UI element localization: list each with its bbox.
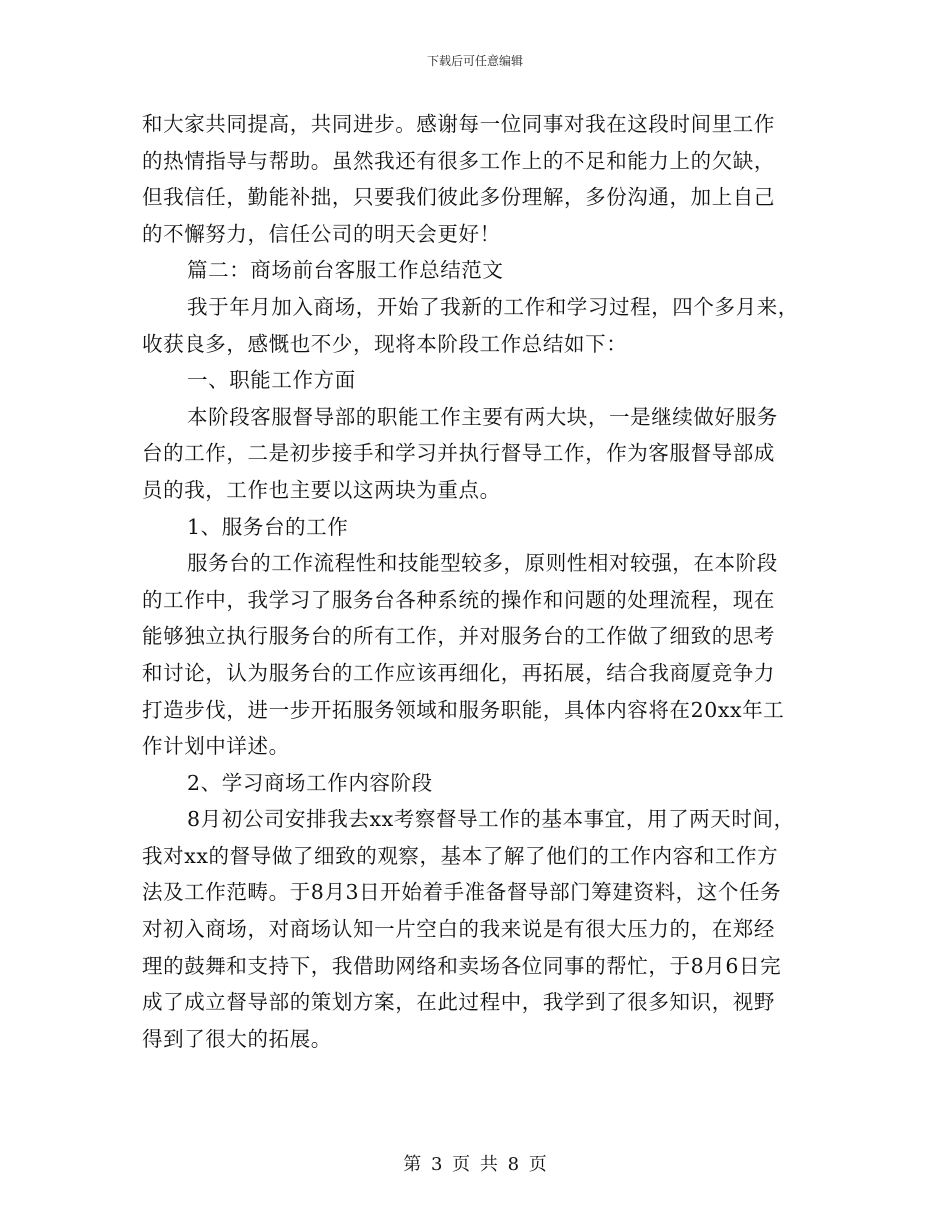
subsection-heading: 2、学习商场工作内容阶段 [187, 770, 433, 795]
text-line: 能够独立执行服务台的所有工作，并对服务台的工作做了细致的思考 [142, 624, 775, 649]
text-line: 得到了很大的拓展。 [142, 1026, 332, 1051]
text-line: 的热情指导与帮助。虽然我还有很多工作上的不足和能力上的欠缺， [142, 148, 775, 173]
text-line: 员的我，工作也主要以这两块为重点。 [142, 477, 501, 502]
text-line: 理的鼓舞和支持下，我借助网络和卖场各位同事的帮忙，于8月6日完 [142, 953, 782, 978]
text-line: 服务台的工作流程性和技能型较多，原则性相对较强，在本阶段 [187, 551, 778, 576]
section-title: 篇二：商场前台客服工作总结范文 [187, 258, 504, 283]
document-body [142, 106, 816, 1057]
page-number: 第 3 页 共 8 页 [403, 1154, 547, 1175]
text-line: 我对xx的督导做了细致的观察，基本了解了他们的工作内容和工作方 [142, 843, 779, 868]
text-line: 台的工作，二是初步接手和学习并执行督导工作，作为客服督导部成 [142, 441, 775, 466]
text-line: 打造步伐，进一步开拓服务领域和服务职能，具体内容将在20xx年工 [142, 697, 785, 722]
text-line: 8月初公司安排我去xx考察督导工作的基本事宜，用了两天时间， [187, 807, 795, 832]
text-line: 收获良多，感慨也不少，现将本阶段工作总结如下： [142, 331, 628, 356]
text-line: 的不懈努力，信任公司的明天会更好！ [142, 221, 501, 246]
text-line: 本阶段客服督导部的职能工作主要有两大块，一是继续做好服务 [187, 404, 778, 429]
text-line: 成了成立督导部的策划方案，在此过程中，我学到了很多知识，视野 [142, 990, 775, 1015]
text-line: 作计划中详述。 [142, 734, 290, 759]
subsection-heading: 1、服务台的工作 [187, 514, 349, 539]
text-line: 我于年月加入商场，开始了我新的工作和学习过程，四个多月来， [187, 294, 799, 319]
text-line: 和大家共同提高，共同进步。感谢每一位同事对我在这段时间里工作 [142, 112, 775, 136]
text-line: 但我信任，勤能补拙，只要我们彼此多份理解，多份沟通，加上自己 [142, 185, 775, 210]
page-header: 下载后可任意编辑 [426, 54, 523, 68]
text-line: 和讨论，认为服务台的工作应该再细化，再拓展，结合我商厦竞争力 [142, 660, 775, 685]
text-line: 的工作中，我学习了服务台各种系统的操作和问题的处理流程，现在 [142, 587, 775, 612]
section-heading: 一、职能工作方面 [187, 368, 356, 393]
text-line: 对初入商场，对商场认知一片空白的我来说是有很大压力的，在郑经 [142, 917, 775, 942]
text-line: 法及工作范畴。于8月3日开始着手准备督导部门筹建资料，这个任务 [142, 880, 782, 905]
